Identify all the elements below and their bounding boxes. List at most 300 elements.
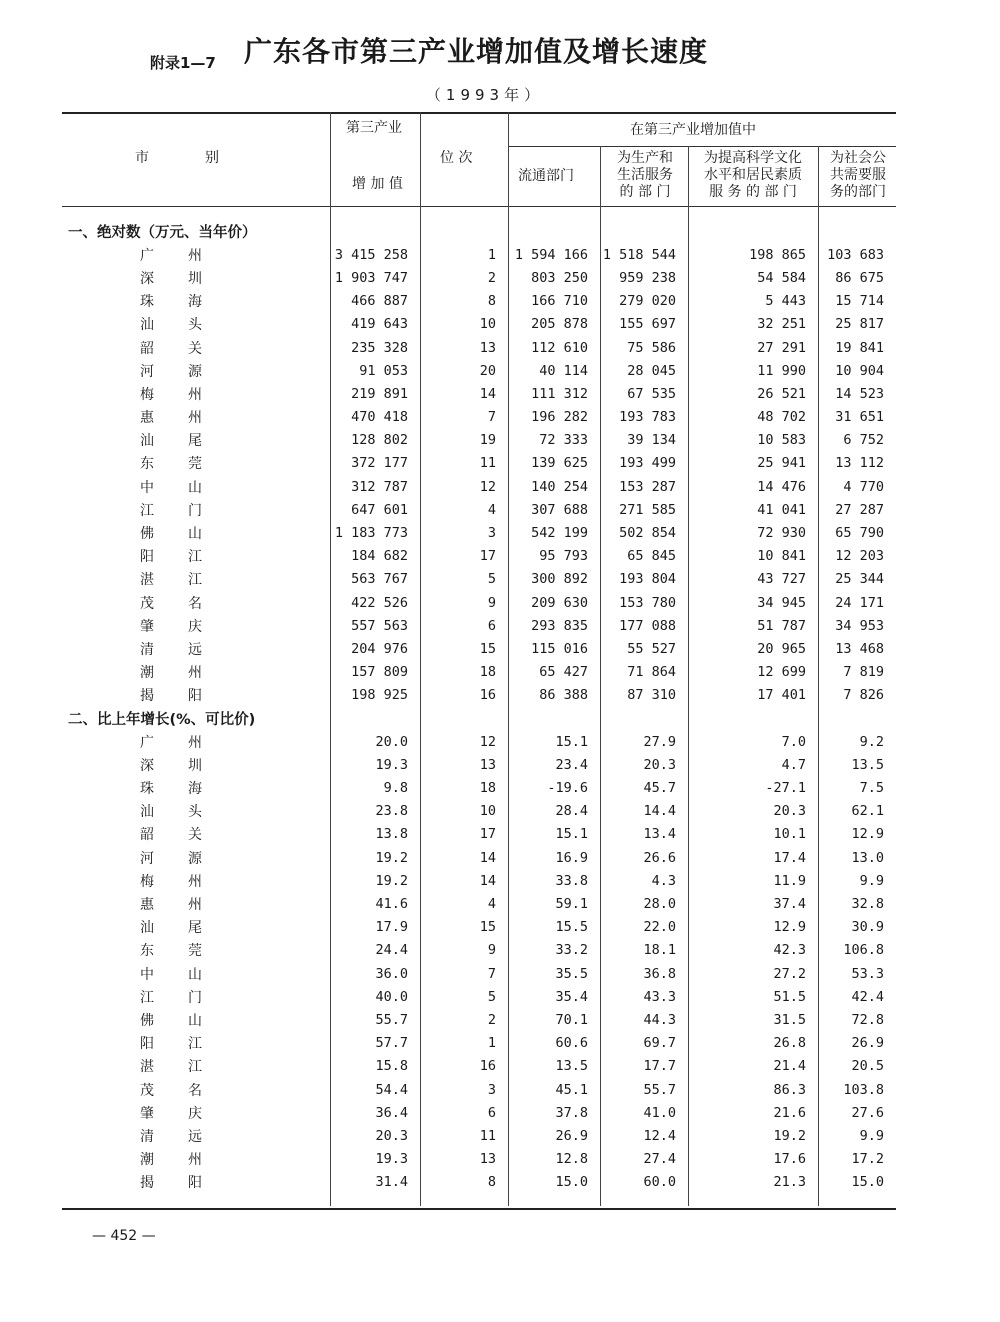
city-name: 汕尾 <box>140 433 202 450</box>
public-cell: 10 904 <box>835 362 885 379</box>
science-cell: 4.7 <box>781 756 806 773</box>
table-row <box>62 243 896 266</box>
city-cell <box>62 869 330 892</box>
rank-cell: 17 <box>479 548 496 565</box>
value-cell: 36.4 <box>375 1104 408 1121</box>
public-cell: 19 841 <box>835 339 885 356</box>
city-name: 肇庆 <box>140 1105 202 1122</box>
city-cell <box>62 985 330 1008</box>
table-row <box>62 1101 896 1124</box>
production-cell: 27.4 <box>643 1151 676 1168</box>
production-cell: 193 499 <box>619 455 676 472</box>
circulation-cell: 112 610 <box>531 339 588 356</box>
city-cell <box>62 1078 330 1101</box>
table-row <box>62 637 896 660</box>
science-cell: 32 251 <box>757 316 806 333</box>
header-science-line2: 水平和居民素质 <box>704 167 802 183</box>
public-cell: 13.5 <box>851 756 885 773</box>
rank-cell: 1 <box>487 246 496 263</box>
science-cell: 25 941 <box>757 455 806 472</box>
production-cell: 43.3 <box>643 988 676 1005</box>
city-cell <box>62 823 330 846</box>
table-row <box>62 290 896 313</box>
science-cell: 12 699 <box>757 664 806 681</box>
circulation-cell: 166 710 <box>531 293 588 310</box>
city-name: 揭阳 <box>140 688 202 705</box>
public-cell: 42.4 <box>851 988 885 1005</box>
table-row <box>62 892 896 915</box>
header-production-line2: 生活服务 <box>617 167 673 183</box>
production-cell: 20.3 <box>643 756 676 773</box>
circulation-cell: 12.8 <box>555 1151 588 1168</box>
rank-cell: 2 <box>487 1011 496 1028</box>
table-row <box>62 661 896 684</box>
city-name: 阳江 <box>140 549 202 566</box>
section-title: 一、绝对数（万元、当年价） <box>68 225 257 242</box>
public-cell: 25 344 <box>835 571 885 588</box>
rank-cell: 6 <box>487 617 496 634</box>
public-cell: 31 651 <box>835 409 885 426</box>
science-cell: 11 990 <box>757 362 806 379</box>
city-name: 深圳 <box>140 270 202 287</box>
circulation-cell: 140 254 <box>531 478 588 495</box>
public-cell: 32.8 <box>851 896 885 913</box>
public-cell: 103 683 <box>827 246 885 263</box>
header-production-line1: 为生产和 <box>617 150 673 166</box>
science-cell: 17.6 <box>773 1151 806 1168</box>
rank-cell: 4 <box>487 896 496 913</box>
production-cell: 36.8 <box>643 965 676 982</box>
circulation-cell: 26.9 <box>555 1127 588 1144</box>
rank-cell: 18 <box>479 780 496 797</box>
science-cell: 21.6 <box>773 1104 806 1121</box>
circulation-cell: 95 793 <box>539 548 588 565</box>
circulation-cell: 15.1 <box>555 733 588 750</box>
production-cell: 26.6 <box>643 849 676 866</box>
city-cell <box>62 591 330 614</box>
rank-cell: 11 <box>479 1127 496 1144</box>
science-cell: 86.3 <box>773 1081 806 1098</box>
science-cell: 20 965 <box>757 640 806 657</box>
city-name: 珠海 <box>140 294 202 311</box>
value-cell: 128 802 <box>351 432 408 449</box>
rank-cell: 13 <box>479 339 496 356</box>
circulation-cell: 40 114 <box>539 362 588 379</box>
table-row <box>62 1055 896 1078</box>
rank-cell: 16 <box>479 687 496 704</box>
science-cell: -27.1 <box>765 780 806 797</box>
title-row <box>150 30 850 80</box>
data-table <box>62 220 896 1194</box>
city-cell <box>62 614 330 637</box>
production-cell: 69.7 <box>643 1035 676 1052</box>
science-cell: 41 041 <box>757 501 806 518</box>
rank-cell: 9 <box>487 942 496 959</box>
city-cell <box>62 962 330 985</box>
production-cell: 502 854 <box>619 525 676 542</box>
rank-cell: 4 <box>487 501 496 518</box>
city-cell <box>62 637 330 660</box>
header-bottom-rule <box>62 206 896 207</box>
page-number: — 452 — <box>92 1228 156 1244</box>
rank-cell: 10 <box>479 803 496 820</box>
production-cell: 55.7 <box>643 1081 676 1098</box>
group-rule <box>508 146 896 147</box>
rank-cell: 16 <box>479 1058 496 1075</box>
table-row <box>62 568 896 591</box>
rank-cell: 15 <box>479 640 496 657</box>
value-cell: 57.7 <box>375 1035 408 1052</box>
circulation-cell: 37.8 <box>555 1104 588 1121</box>
production-cell: 1 518 544 <box>602 246 676 263</box>
public-cell: 6 752 <box>843 432 885 449</box>
table-row <box>62 962 896 985</box>
value-cell: 23.8 <box>375 803 408 820</box>
city-cell <box>62 1032 330 1055</box>
production-cell: 153 287 <box>619 478 676 495</box>
value-cell: 13.8 <box>375 826 408 843</box>
circulation-cell: 60.6 <box>555 1035 588 1052</box>
public-cell: 13 468 <box>835 640 885 657</box>
city-cell <box>62 916 330 939</box>
city-cell <box>62 892 330 915</box>
rank-cell: 6 <box>487 1104 496 1121</box>
city-name: 阳江 <box>140 1036 202 1053</box>
section-header <box>62 707 896 730</box>
header-circulation: 流通部门 <box>518 168 574 184</box>
production-cell: 279 020 <box>619 293 676 310</box>
table-row <box>62 1032 896 1055</box>
rank-cell: 11 <box>479 455 496 472</box>
circulation-cell: 16.9 <box>555 849 588 866</box>
science-cell: 17.4 <box>773 849 806 866</box>
table-row <box>62 521 896 544</box>
table-row <box>62 498 896 521</box>
public-cell: 13 112 <box>835 455 885 472</box>
year-label: （1993年） <box>425 86 545 104</box>
science-cell: 12.9 <box>773 919 806 936</box>
city-name: 梅州 <box>140 873 202 890</box>
value-cell: 20.0 <box>375 733 408 750</box>
city-cell <box>62 382 330 405</box>
header-production <box>606 150 684 201</box>
production-cell: 959 238 <box>619 269 676 286</box>
rank-cell: 12 <box>479 478 496 495</box>
table-row <box>62 266 896 289</box>
production-cell: 155 697 <box>619 316 676 333</box>
production-cell: 193 783 <box>619 409 676 426</box>
city-cell <box>62 661 330 684</box>
circulation-cell: 35.4 <box>555 988 588 1005</box>
city-name: 茂名 <box>140 595 202 612</box>
science-cell: 37.4 <box>773 896 806 913</box>
public-cell: 103.8 <box>843 1081 885 1098</box>
city-name: 珠海 <box>140 781 202 798</box>
city-name: 韶关 <box>140 827 202 844</box>
city-name: 汕头 <box>140 317 202 334</box>
city-cell <box>62 684 330 707</box>
science-cell: 27.2 <box>773 965 806 982</box>
science-cell: 27 291 <box>757 339 806 356</box>
city-name: 潮州 <box>140 665 202 682</box>
city-name: 肇庆 <box>140 618 202 635</box>
public-cell: 72.8 <box>851 1011 885 1028</box>
production-cell: 13.4 <box>643 826 676 843</box>
production-cell: 12.4 <box>643 1127 676 1144</box>
science-cell: 72 930 <box>757 525 806 542</box>
city-cell <box>62 1171 330 1194</box>
city-cell <box>62 1055 330 1078</box>
production-cell: 75 586 <box>627 339 676 356</box>
circulation-cell: 115 016 <box>531 640 588 657</box>
production-cell: 71 864 <box>627 664 676 681</box>
table-row <box>62 1078 896 1101</box>
circulation-cell: 59.1 <box>555 896 588 913</box>
city-name: 佛山 <box>140 1012 202 1029</box>
circulation-cell: 33.8 <box>555 872 588 889</box>
public-cell: 9.9 <box>859 1127 885 1144</box>
city-name: 河源 <box>140 363 202 380</box>
public-cell: 86 675 <box>835 269 885 286</box>
page-title: 广东各市第三产业增加值及增长速度 <box>244 35 709 68</box>
table-row <box>62 545 896 568</box>
city-cell <box>62 266 330 289</box>
circulation-cell: 13.5 <box>555 1058 588 1075</box>
public-cell: 62.1 <box>851 803 885 820</box>
public-cell: 7 826 <box>843 687 885 704</box>
science-cell: 10 841 <box>757 548 806 565</box>
production-cell: 28.0 <box>643 896 676 913</box>
rank-cell: 12 <box>479 733 496 750</box>
city-cell <box>62 800 330 823</box>
production-cell: 67 535 <box>627 385 676 402</box>
city-cell <box>62 1008 330 1031</box>
science-cell: 48 702 <box>757 409 806 426</box>
science-cell: 26.8 <box>773 1035 806 1052</box>
production-cell: 18.1 <box>643 942 676 959</box>
public-cell: 25 817 <box>835 316 885 333</box>
header-science <box>690 150 816 201</box>
city-name: 茂名 <box>140 1082 202 1099</box>
city-cell <box>62 313 330 336</box>
production-cell: 65 845 <box>627 548 676 565</box>
value-cell: 9.8 <box>383 780 408 797</box>
appendix-label: 附录1—7 <box>150 54 216 72</box>
production-cell: 22.0 <box>643 919 676 936</box>
value-cell: 219 891 <box>351 385 408 402</box>
rank-cell: 9 <box>487 594 496 611</box>
section-title: 二、比上年增长(%、可比价) <box>68 712 256 729</box>
public-cell: 30.9 <box>851 919 885 936</box>
table-row <box>62 1148 896 1171</box>
table-row <box>62 916 896 939</box>
city-name: 潮州 <box>140 1152 202 1169</box>
science-cell: 26 521 <box>757 385 806 402</box>
city-cell <box>62 452 330 475</box>
city-cell <box>62 406 330 429</box>
city-name: 佛山 <box>140 526 202 543</box>
city-name: 惠州 <box>140 410 202 427</box>
circulation-cell: 196 282 <box>531 409 588 426</box>
value-cell: 204 976 <box>351 640 408 657</box>
circulation-cell: 209 630 <box>531 594 588 611</box>
value-cell: 1 903 747 <box>334 269 408 286</box>
city-cell <box>62 568 330 591</box>
science-cell: 20.3 <box>773 803 806 820</box>
science-cell: 54 584 <box>757 269 806 286</box>
city-cell <box>62 846 330 869</box>
circulation-cell: 86 388 <box>539 687 588 704</box>
table-row <box>62 382 896 405</box>
rank-cell: 7 <box>487 409 496 426</box>
header-public-line1: 为社会公 <box>830 150 886 166</box>
science-cell: 7.0 <box>781 733 806 750</box>
science-cell: 19.2 <box>773 1127 806 1144</box>
value-cell: 563 767 <box>351 571 408 588</box>
table-row <box>62 1008 896 1031</box>
city-name: 惠州 <box>140 897 202 914</box>
table-row <box>62 869 896 892</box>
rank-cell: 18 <box>479 664 496 681</box>
city-name: 江门 <box>140 502 202 519</box>
value-cell: 31.4 <box>375 1174 408 1191</box>
production-cell: 153 780 <box>619 594 676 611</box>
circulation-cell: 205 878 <box>531 316 588 333</box>
production-cell: 28 045 <box>627 362 676 379</box>
science-cell: 21.3 <box>773 1174 806 1191</box>
science-cell: 11.9 <box>773 872 806 889</box>
science-cell: 42.3 <box>773 942 806 959</box>
public-cell: 26.9 <box>851 1035 885 1052</box>
rank-cell: 2 <box>487 269 496 286</box>
table-row <box>62 684 896 707</box>
science-cell: 34 945 <box>757 594 806 611</box>
rank-cell: 8 <box>487 1174 496 1191</box>
table-row <box>62 313 896 336</box>
circulation-cell: 300 892 <box>531 571 588 588</box>
value-cell: 20.3 <box>375 1127 408 1144</box>
city-cell <box>62 1101 330 1124</box>
circulation-cell: 542 199 <box>531 525 588 542</box>
header-group: 在第三产业增加值中 <box>630 122 756 138</box>
rank-cell: 14 <box>479 385 496 402</box>
science-cell: 21.4 <box>773 1058 806 1075</box>
table-row <box>62 452 896 475</box>
value-cell: 372 177 <box>351 455 408 472</box>
section-header <box>62 220 896 243</box>
value-cell: 19.3 <box>375 1151 408 1168</box>
table-row <box>62 753 896 776</box>
public-cell: 12 203 <box>835 548 885 565</box>
top-rule <box>62 112 896 114</box>
production-cell: 17.7 <box>643 1058 676 1075</box>
value-cell: 419 643 <box>351 316 408 333</box>
table-row <box>62 614 896 637</box>
city-name: 广州 <box>140 734 202 751</box>
value-cell: 40.0 <box>375 988 408 1005</box>
value-cell: 19.3 <box>375 756 408 773</box>
rank-cell: 20 <box>479 362 496 379</box>
value-cell: 15.8 <box>375 1058 408 1075</box>
circulation-cell: 70.1 <box>555 1011 588 1028</box>
city-cell <box>62 939 330 962</box>
header-science-line3: 服 务 的 部 门 <box>709 184 797 200</box>
value-cell: 157 809 <box>351 664 408 681</box>
circulation-cell: 72 333 <box>539 432 588 449</box>
header-tertiary-top: 第三产业 <box>346 120 402 136</box>
production-cell: 14.4 <box>643 803 676 820</box>
value-cell: 312 787 <box>351 478 408 495</box>
table-row <box>62 777 896 800</box>
rank-cell: 10 <box>479 316 496 333</box>
science-cell: 198 865 <box>749 246 806 263</box>
city-name: 梅州 <box>140 386 202 403</box>
city-name: 中山 <box>140 966 202 983</box>
city-name: 汕头 <box>140 804 202 821</box>
public-cell: 13.0 <box>851 849 885 866</box>
circulation-cell: 139 625 <box>531 455 588 472</box>
circulation-cell: 65 427 <box>539 664 588 681</box>
value-cell: 19.2 <box>375 872 408 889</box>
public-cell: 34 953 <box>835 617 885 634</box>
rank-cell: 1 <box>487 1035 496 1052</box>
circulation-cell: 23.4 <box>555 756 588 773</box>
production-cell: 41.0 <box>643 1104 676 1121</box>
science-cell: 51 787 <box>757 617 806 634</box>
table-row <box>62 429 896 452</box>
production-cell: 27.9 <box>643 733 676 750</box>
value-cell: 198 925 <box>351 687 408 704</box>
public-cell: 4 770 <box>843 478 885 495</box>
value-cell: 54.4 <box>375 1081 408 1098</box>
city-name: 江门 <box>140 989 202 1006</box>
rank-cell: 17 <box>479 826 496 843</box>
public-cell: 14 523 <box>835 385 885 402</box>
value-cell: 1 183 773 <box>334 525 408 542</box>
header-science-line1: 为提高科学文化 <box>704 150 802 166</box>
production-cell: 39 134 <box>627 432 676 449</box>
city-cell <box>62 243 330 266</box>
public-cell: 9.2 <box>859 733 885 750</box>
value-cell: 19.2 <box>375 849 408 866</box>
value-cell: 422 526 <box>351 594 408 611</box>
circulation-cell: 307 688 <box>531 501 588 518</box>
table-row <box>62 1124 896 1147</box>
circulation-cell: 1 594 166 <box>514 246 588 263</box>
science-cell: 14 476 <box>757 478 806 495</box>
table-row <box>62 939 896 962</box>
production-cell: 193 804 <box>619 571 676 588</box>
city-cell <box>62 521 330 544</box>
production-cell: 177 088 <box>619 617 676 634</box>
circulation-cell: 803 250 <box>531 269 588 286</box>
table-row <box>62 475 896 498</box>
city-name: 中山 <box>140 479 202 496</box>
circulation-cell: 15.1 <box>555 826 588 843</box>
header-city: 市 别 <box>135 150 219 166</box>
rank-cell: 15 <box>479 919 496 936</box>
public-cell: 53.3 <box>851 965 885 982</box>
public-cell: 15.0 <box>851 1174 885 1191</box>
value-cell: 647 601 <box>351 501 408 518</box>
value-cell: 55.7 <box>375 1011 408 1028</box>
circulation-cell: 35.5 <box>555 965 588 982</box>
table-body <box>62 220 896 1194</box>
city-name: 湛江 <box>140 1059 202 1076</box>
value-cell: 470 418 <box>351 409 408 426</box>
rank-cell: 13 <box>479 756 496 773</box>
science-cell: 10.1 <box>773 826 806 843</box>
